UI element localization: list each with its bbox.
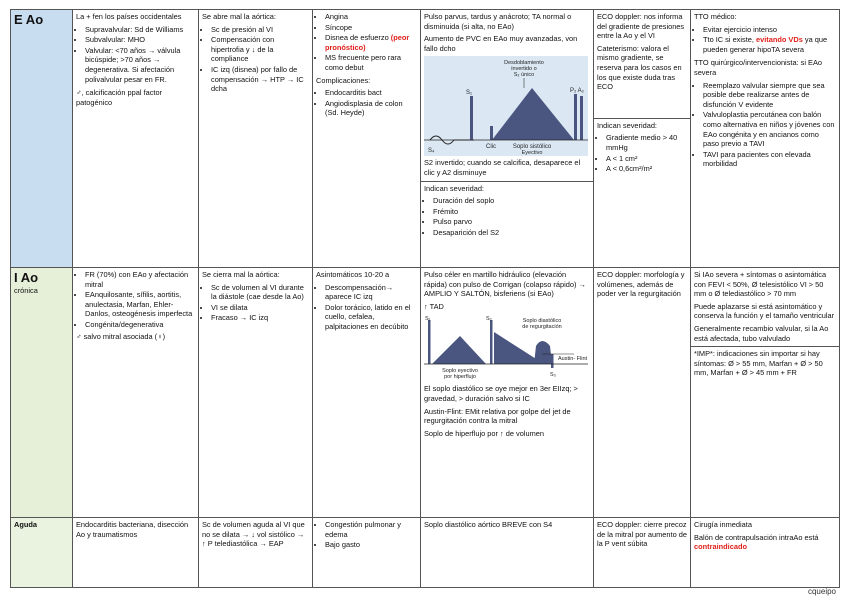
iao-clinica: Asintomáticos 10-20 a • Descompensación→ aparece IC izq • Dolor torácico, latido en el cuello, cefalea, palpitaciones en decúbito: [313, 268, 421, 518]
svg-text:por hiperflujo: por hiperflujo: [444, 374, 476, 381]
eao-exploracion: Pulso parvus, tardus y anácroto; TA normal o disminuida (si alta, no EAo) Aumento de PVC en EAo muy avanzadas, von fallo dcho Desdoblamiento invertido o S₂ único S₄ S₁ P₂ A₂ Clic Soplo sistólico Eyectivo S2 invertido; cuando se calcifica, desaparece el clic y A2 disminuye Indican severidad: • Duración del soplo • Frémito • Pulso parvo • Desaparición del S2: [421, 10, 594, 268]
svg-text:Soplo eyectivo: Soplo eyectivo: [442, 368, 478, 375]
row-aguda: [11, 518, 840, 588]
svg-text:Austin- Flint: Austin- Flint: [558, 356, 588, 363]
row-label-aguda: Aguda: [11, 518, 73, 588]
eao-fisiopatologia: Se abre mal la aórtica: • Sc de presión al VI • Compensación con hipertrofia y ↓ de la compliance • IC izq (disnea) por fallo de compensación → HTP → IC dcha: [199, 10, 313, 268]
iao-exploracion: Pulso céler en martillo hidráulico (elevación rápida) con pulso de Corrigan (colapso rápido) → AMPLIO Y SALTÓN, bisferiens (si EAo) ↑ TAD S₁ S₂ S₃ Soplo diastólico de regurgitación Soplo eyectivo por hiperflujo Austin- Flint El soplo diastólico se oye mejor en 3er EIIzq; > gravedad, > duración salvo si IC Austin-Flint: EMit relativa por golpe del jet de regurgitación contra la mitral Soplo de hiperflujo por ↑ de volumen: [421, 268, 594, 518]
svg-text:Soplo sistólico: Soplo sistólico: [512, 144, 552, 151]
svg-text:S₂: S₂: [486, 316, 492, 323]
iao-tratamiento: Si IAo severa + síntomas o asintomática con FEVI < 50%, Ø telesistólico VI > 50 mm o Ø telediastólico > 70 mm Puede aplazarse si está asintomático y conserva la función y el tamaño ventricular Generalmente recambio valvular, si la Ao está afectada, tubo valvulado *IMP*: indicaciones sin importar si hay síntomas: Ø > 55 mm, Marfan + Ø > 50 mm, Marfan + Ø > 45 mm + FR: [691, 268, 840, 518]
svg-text:invertido o: invertido o: [511, 66, 537, 73]
eao-clinica: • Angina • Síncope • Disnea de esfuerzo (peor pronóstico) • MS frecuente pero rara como debut Complicaciones: • Endocarditis bact • Angiodisplasia de colon (Sd. Heyde): [313, 10, 421, 268]
eao-phonocardiogram: [424, 56, 588, 156]
author-footer: cqueipo: [807, 587, 836, 596]
peor-pronostico-text: (peor pronóstico): [325, 33, 410, 52]
eao-pruebas-severidad: Indican severidad: • Gradiente medio > 40 mmHg • A < 1 cm² • A < 0,6cm²/m²: [594, 118, 690, 174]
contraindicado-text: contraindicado: [694, 542, 747, 552]
svg-text:S₃: S₃: [550, 372, 556, 379]
svg-text:de regurgitación: de regurgitación: [522, 324, 562, 331]
svg-text:Soplo diastólico: Soplo diastólico: [522, 318, 562, 325]
eao-tratamiento: TTO médico: • Evitar ejercicio intenso • Tto IC si existe, evitando VDs ya que pueden generar hipoTA severa TTO quirúrgico/intervencionista: si EAo severa • Reemplazo valvular siempre que sea posible debe realizarse antes de disfunción V evidente • Valvuloplastia percutánea con balón como alternativa en niños y jóvenes con EAo congénita y en ancianos como paso previo a TAVI • TAVI para pacientes con elevada morbilidad: [691, 10, 840, 268]
valvulopathy-table: [10, 9, 840, 588]
iao-phonocardiogram: [424, 314, 588, 382]
svg-text:S₁: S₁: [466, 90, 473, 97]
aguda-clinica: • Congestión pulmonar y edema • Bajo gasto: [313, 518, 421, 588]
iao-tratamiento-imp: *IMP*: indicaciones sin importar si hay síntomas: Ø > 55 mm, Marfan + Ø > 50 mm, Marfan + Ø > 45 mm + FR: [691, 346, 839, 378]
eao-etiologia: La + fen los países occidentales • Supravalvular: Sd de Williams • Subvalvular: MHO • Valvular: <70 años → válvula bicúspide; >70 años → degenerativa. Si afectación polivalvular pesar en FR. ♂, calcificación ppal factor patogénico: [73, 10, 199, 268]
iao-fisiopatologia: Se cierra mal la aórtica: • Sc de volumen al VI durante la diástole (cae desde la Ao) • VI se dilata • Fracaso → IC izq: [199, 268, 313, 518]
eao-pruebas: ECO doppler: nos informa del gradiente de presiones entre la Ao y el VI Cateterismo: valora el mismo gradiente, se reserva para los casos en los que existe duda tras ECO Indican severidad: • Gradiente medio > 40 mmHg • A < 1 cm² • A < 0,6cm²/m²: [594, 10, 691, 268]
eao-exploracion-severidad: Indican severidad: • Duración del soplo • Frémito • Pulso parvo • Desaparición del S2: [421, 181, 593, 238]
aguda-exploracion: Soplo diastólico aórtico BREVE con S4: [421, 518, 594, 588]
svg-text:S₄: S₄: [428, 148, 435, 155]
aguda-etiologia: Endocarditis bacteriana, disección Ao y traumatismos: [73, 518, 199, 588]
svg-text:S₁: S₁: [425, 316, 431, 323]
svg-text:Desdoblamiento: Desdoblamiento: [504, 60, 544, 67]
row-iao: [11, 268, 840, 518]
row-label-eao: E Ao: [11, 10, 73, 268]
aguda-fisiopatologia: Sc de volumen aguda al VI que no se dilata → ↓ vol sistólico → ↑ P telediastólica → EAP: [199, 518, 313, 588]
svg-text:S₂ único: S₂ único: [513, 72, 535, 79]
iao-pruebas: ECO doppler: morfología y volúmenes, además de poder ver la regurgitación: [594, 268, 691, 518]
iao-etiologia: • FR (70%) con EAo y afectación mitral • EAnquilosante, sífilis, aortitis, anulectasia, Marfan, Ehler-Danlos, osteogénesis imperfecta • Congénita/degenerativa ♂ salvo mitral asociada (♀): [73, 268, 199, 518]
svg-text:Clic: Clic: [486, 144, 496, 151]
svg-text:P₂ A₂: P₂ A₂: [570, 88, 584, 95]
aguda-pruebas: ECO doppler: cierre precoz de la mitral por aumento de la P vent súbita: [594, 518, 691, 588]
aguda-tratamiento: Cirugía inmediata Balón de contrapulsación intraAo está contraindicado: [691, 518, 840, 588]
row-eao: [11, 10, 840, 268]
evitando-vds-text: evitando VDs: [755, 35, 803, 45]
svg-text:Eyectivo: Eyectivo: [521, 150, 543, 157]
row-label-iao: I Ao crónica: [11, 268, 73, 518]
